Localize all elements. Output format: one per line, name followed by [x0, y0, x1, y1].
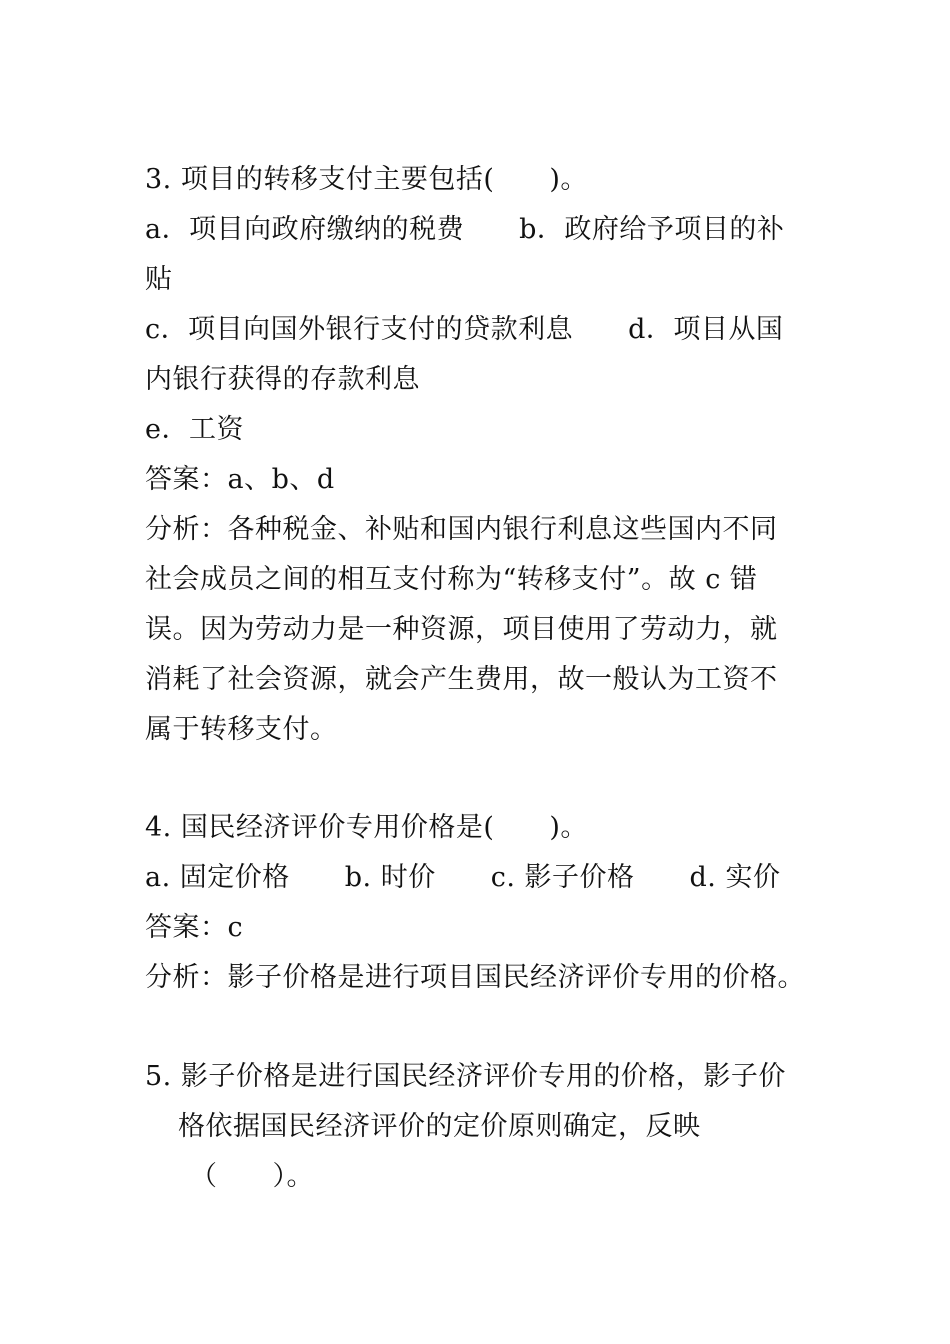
- q3-option-e: e．工资: [145, 414, 244, 445]
- q5-stem-cont: 格依据国民经济评价的定价原则确定，反映: [178, 1111, 701, 1142]
- q3-analysis-line: 社会成员之间的相互支付称为“转移支付”。故 c 错: [145, 564, 758, 595]
- q4-options: a. 固定价格 b. 时价 c. 影子价格 d. 实价: [145, 862, 781, 893]
- q5-stem-blank: （ ）。: [190, 1161, 314, 1192]
- q4-analysis: 分析：影子价格是进行项目国民经济评价专用的价格。: [145, 962, 805, 993]
- q5-stem: 5. 影子价格是进行国民经济评价专用的价格，影子价: [145, 1061, 786, 1092]
- q3-analysis-line: 误。因为劳动力是一种资源，项目使用了劳动力，就: [145, 614, 778, 645]
- q3-analysis-line: 分析：各种税金、补贴和国内银行利息这些国内不同: [145, 514, 778, 545]
- q3-analysis-line: 消耗了社会资源，就会产生费用，故一般认为工资不: [145, 664, 778, 695]
- q3-answer: 答案：a、b、d: [145, 464, 335, 495]
- q3-stem: 3. 项目的转移支付主要包括( )。: [145, 164, 588, 195]
- q3-options-cd-cont: 内银行获得的存款利息: [145, 364, 420, 395]
- q3-analysis-line: 属于转移支付。: [145, 714, 338, 745]
- q3-options-cd: c．项目向国外银行支付的贷款利息 d．项目从国: [145, 314, 784, 345]
- q4-answer: 答案：c: [145, 912, 244, 943]
- q4-stem: 4. 国民经济评价专用价格是( )。: [145, 812, 588, 843]
- q3-options-ab-cont: 贴: [145, 264, 173, 295]
- q3-options-ab: a．项目向政府缴纳的税费 b．政府给予项目的补: [145, 214, 785, 245]
